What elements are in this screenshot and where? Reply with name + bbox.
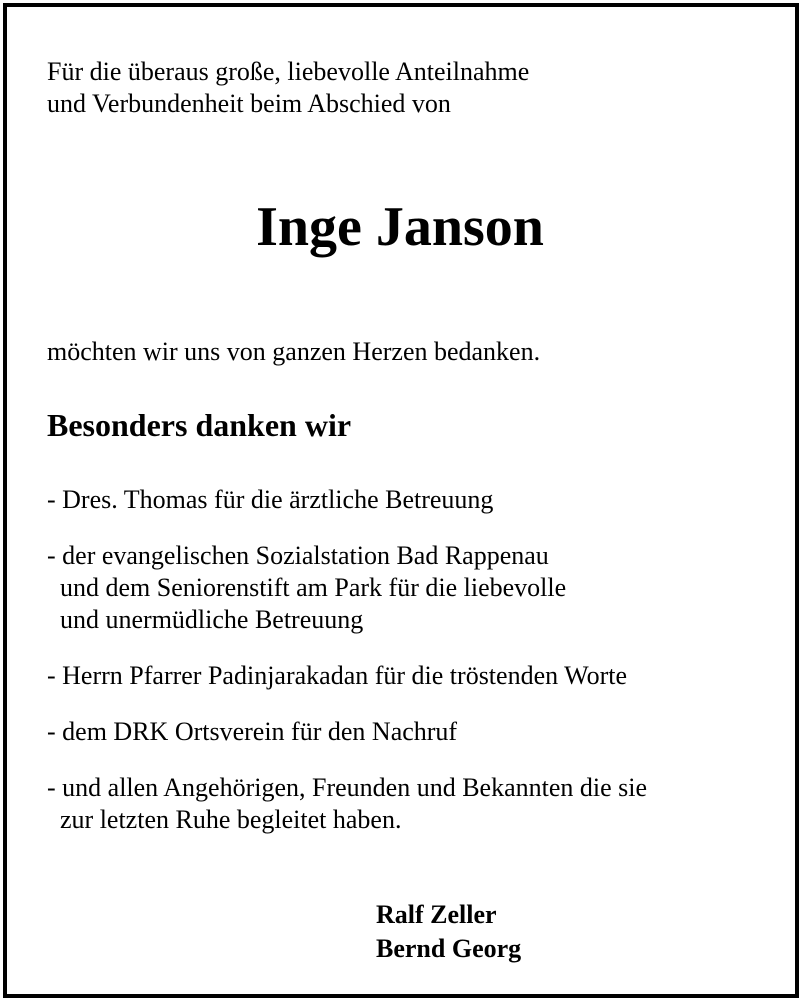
acknowledgement-line: - und allen Angehörigen, Freunden und Bekannten die sie [47,773,648,802]
acknowledgement-line: zur letzten Ruhe begleitet haben. [47,805,402,834]
signatures [376,898,521,966]
acknowledgement-heading: Besonders danken wir [47,407,352,443]
intro-line-1: Für die überaus große, liebevolle Anteilnahme [47,57,530,86]
acknowledgement-line: - der evangelischen Sozialstation Bad Rappenau [47,541,549,570]
acknowledgement-line: und unermüdliche Betreuung [47,605,364,634]
acknowledgement-line: - Dres. Thomas für die ärztliche Betreuung [47,485,494,514]
deceased-name: Inge Janson [256,196,544,258]
acknowledgement-item [47,772,647,836]
acknowledgement-line: - dem DRK Ortsverein für den Nachruf [47,717,458,746]
acknowledgement-item [47,484,493,516]
acknowledgement-item [47,660,627,692]
acknowledgement-line: und dem Seniorenstift am Park für die liebevolle [47,573,567,602]
signature-name: Ralf Zeller [376,900,497,929]
acknowledgement-line: - Herrn Pfarrer Padinjarakadan für die tröstenden Worte [47,661,628,690]
acknowledgement-item [47,540,566,636]
acknowledgement-item [47,716,457,748]
intro-text [47,56,529,120]
thanks-line: möchten wir uns von ganzen Herzen bedanken. [47,337,541,366]
signature-name: Bernd Georg [376,934,522,963]
intro-line-2: und Verbundenheit beim Abschied von [47,89,451,118]
